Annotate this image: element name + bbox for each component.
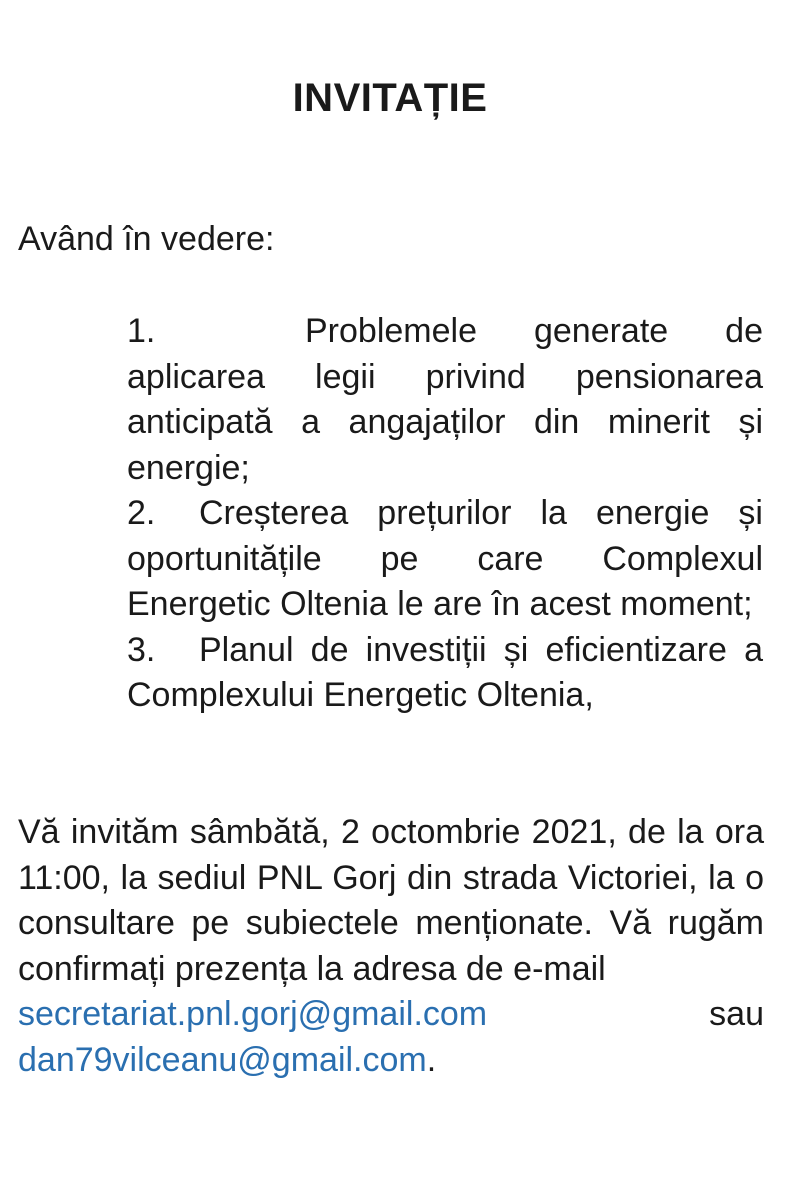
- document-title: INVITAȚIE: [292, 76, 488, 120]
- list-item-text: Planul de investiții și eficientizare a Complexului Energetic Oltenia,: [127, 630, 763, 714]
- email-link-secretariat[interactable]: secretariat.pnl.gorj@gmail.com: [18, 995, 488, 1033]
- list-item: [127, 309, 763, 491]
- invitation-paragraph: [18, 810, 764, 1083]
- list-item-number: 3.: [127, 630, 156, 669]
- email-row: [18, 992, 764, 1038]
- list-item: [127, 491, 763, 628]
- list-item-number: 1.: [127, 312, 156, 350]
- list-item: [127, 628, 763, 719]
- or-word: sau: [709, 995, 764, 1033]
- email-link-vilceanu[interactable]: dan79vilceanu@gmail.com: [18, 1040, 427, 1079]
- list-item-text: Problemele generate de aplicarea legii privind pensionarea anticipată a angajaților din minerit și energie;: [127, 312, 763, 487]
- list-item-text: Creșterea prețurilor la energie și oportunitățile pe care Complexul Energetic Oltenia le are în acest moment;: [127, 494, 763, 623]
- list-item-number: 2.: [127, 494, 156, 532]
- email-row-2: [18, 1038, 764, 1084]
- intro-text: Având în vedere:: [18, 220, 275, 258]
- closing-period: .: [426, 1040, 437, 1079]
- topics-list: [127, 309, 763, 719]
- invitation-text: Vă invităm sâmbătă, 2 octombrie 2021, de la ora 11:00, la sediul PNL Gorj din strada Victoriei, la o consultare pe subiectele menționate. Vă rugăm confirmați prezența la adresa de e-mail: [18, 813, 764, 988]
